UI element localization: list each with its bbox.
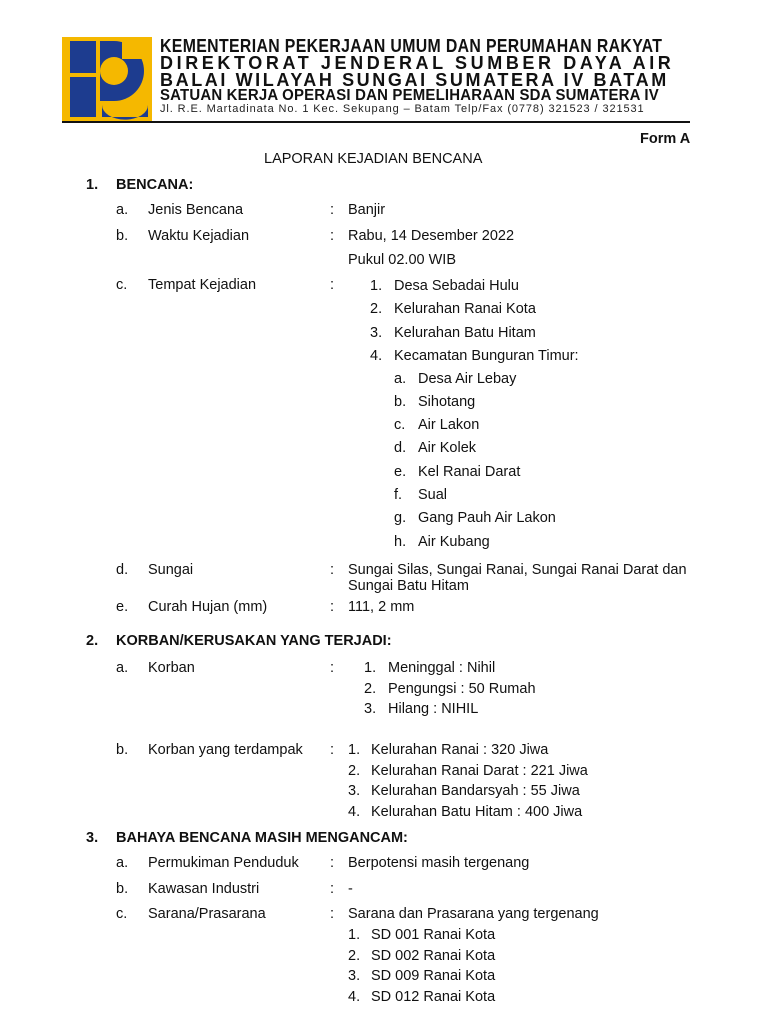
list-item-number: 4.: [348, 804, 361, 820]
s1d-letter: d.: [116, 562, 129, 578]
sublist-item: Sual: [418, 487, 448, 503]
sublist-item-letter: b.: [394, 394, 407, 410]
letterhead-line3: BALAI WILAYAH SUNGAI SUMATERA IV BATAM: [160, 70, 669, 90]
list-item-number: 3.: [348, 783, 361, 799]
s1a-label: Jenis Bencana: [148, 202, 244, 218]
sublist-item-letter: d.: [394, 440, 407, 456]
s2a-label: Korban: [148, 660, 195, 676]
s1b-label: Waktu Kejadian: [148, 228, 250, 244]
colon: :: [330, 562, 335, 578]
list-item-number: 4.: [348, 989, 361, 1005]
list-item: SD 012 Ranai Kota: [371, 989, 496, 1005]
list-item-number: 1.: [364, 660, 377, 676]
pu-logo: [62, 37, 152, 121]
s3b-label: Kawasan Industri: [148, 881, 260, 897]
colon: :: [330, 906, 335, 922]
list-item: SD 009 Ranai Kota: [371, 968, 496, 984]
list-item: Pengungsi : 50 Rumah: [388, 681, 536, 697]
list-item-number: 1.: [370, 278, 383, 294]
list-item: Kelurahan Ranai Kota: [394, 301, 536, 317]
sublist-item-letter: g.: [394, 510, 407, 526]
s2b-label: Korban yang terdampak: [148, 742, 303, 758]
sublist-item-letter: f.: [394, 487, 403, 503]
s1b-value2: Pukul 02.00 WIB: [348, 252, 456, 268]
section1-heading: BENCANA:: [116, 177, 194, 193]
section3-number: 3.: [86, 830, 99, 846]
s3c-label: Sarana/Prasarana: [148, 906, 266, 922]
list-item: Kelurahan Batu Hitam: [394, 325, 536, 341]
s1c-letter: c.: [116, 277, 128, 293]
list-item-number: 1.: [348, 742, 361, 758]
colon: :: [330, 599, 335, 615]
letterhead-line1: KEMENTERIAN PEKERJAAN UMUM DAN PERUMAHAN RAKYAT: [160, 36, 663, 56]
sublist-item-letter: a.: [394, 371, 407, 387]
list-item: Kelurahan Batu Hitam : 400 Jiwa: [371, 804, 583, 820]
s3b-value: -: [348, 881, 353, 897]
list-item: Hilang : NIHIL: [388, 701, 479, 717]
s1d-value2: Sungai Batu Hitam: [348, 578, 469, 594]
s1d-value: Sungai Silas, Sungai Ranai, Sungai Ranai Darat dan: [348, 562, 687, 578]
list-item-number: 2.: [348, 763, 361, 779]
sublist-item-letter: e.: [394, 464, 407, 480]
list-item: Meninggal : Nihil: [388, 660, 496, 676]
s3a-label: Permukiman Penduduk: [148, 855, 299, 871]
s1b-value: Rabu, 14 Desember 2022: [348, 228, 515, 244]
letterhead-line2: DIREKTORAT JENDERAL SUMBER DAYA AIR: [160, 53, 675, 73]
sublist-item: Gang Pauh Air Lakon: [418, 510, 556, 526]
report-title: LAPORAN KEJADIAN BENCANA: [264, 151, 483, 167]
sublist-item: Air Lakon: [418, 417, 480, 433]
list-item: SD 001 Ranai Kota: [371, 927, 496, 943]
section1-number: 1.: [86, 177, 99, 193]
list-item: Desa Sebadai Hulu: [394, 278, 519, 294]
list-item-number: 2.: [370, 301, 383, 317]
section2-number: 2.: [86, 633, 99, 649]
letterhead-address: Jl. R.E. Martadinata No. 1 Kec. Sekupang – Batam Telp/Fax (0778) 321523 / 321531: [160, 103, 645, 115]
letterhead-divider: [62, 121, 690, 123]
letterhead-line4: SATUAN KERJA OPERASI DAN PEMELIHARAAN SDA SUMATERA IV: [160, 87, 659, 104]
list-item-number: 1.: [348, 927, 361, 943]
colon: :: [330, 660, 335, 676]
colon: :: [330, 742, 335, 758]
s1e-letter: e.: [116, 599, 129, 615]
s1d-label: Sungai: [148, 562, 194, 578]
s1c-label: Tempat Kejadian: [148, 277, 257, 293]
form-label: Form A: [640, 131, 691, 147]
s1a-value: Banjir: [348, 202, 386, 218]
list-item: Kecamatan Bunguran Timur:: [394, 348, 579, 364]
section3-heading: BAHAYA BENCANA MASIH MENGANCAM:: [116, 830, 408, 846]
list-item-number: 3.: [370, 325, 383, 341]
colon: :: [330, 277, 335, 293]
sublist-item: Kel Ranai Darat: [418, 464, 521, 480]
sublist-item-letter: h.: [394, 534, 407, 550]
s3a-letter: a.: [116, 855, 129, 871]
list-item: SD 002 Ranai Kota: [371, 948, 496, 964]
s3b-letter: b.: [116, 881, 129, 897]
s2b-letter: b.: [116, 742, 129, 758]
s1b-letter: b.: [116, 228, 129, 244]
section2-heading: KORBAN/KERUSAKAN YANG TERJADI:: [116, 633, 392, 649]
s1e-value: 111, 2 mm: [348, 599, 415, 615]
list-item: Kelurahan Bandarsyah : 55 Jiwa: [371, 783, 580, 799]
s3a-value: Berpotensi masih tergenang: [348, 855, 530, 871]
sublist-item: Air Kubang: [418, 534, 490, 550]
list-item-number: 2.: [348, 948, 361, 964]
colon: :: [330, 228, 335, 244]
list-item: Kelurahan Ranai Darat : 221 Jiwa: [371, 763, 588, 779]
list-item-number: 3.: [348, 968, 361, 984]
sublist-item-letter: c.: [394, 417, 406, 433]
sublist-item: Desa Air Lebay: [418, 371, 517, 387]
colon: :: [330, 202, 335, 218]
sublist-item: Sihotang: [418, 394, 476, 410]
s3c-letter: c.: [116, 906, 128, 922]
colon: :: [330, 855, 335, 871]
list-item-number: 4.: [370, 348, 383, 364]
s1e-label: Curah Hujan (mm): [148, 599, 268, 615]
list-item-number: 2.: [364, 681, 377, 697]
s2a-letter: a.: [116, 660, 129, 676]
list-item-number: 3.: [364, 701, 377, 717]
colon: :: [330, 881, 335, 897]
list-item: Kelurahan Ranai : 320 Jiwa: [371, 742, 549, 758]
sublist-item: Air Kolek: [418, 440, 477, 456]
s3c-value: Sarana dan Prasarana yang tergenang: [348, 906, 599, 922]
s1a-letter: a.: [116, 202, 129, 218]
